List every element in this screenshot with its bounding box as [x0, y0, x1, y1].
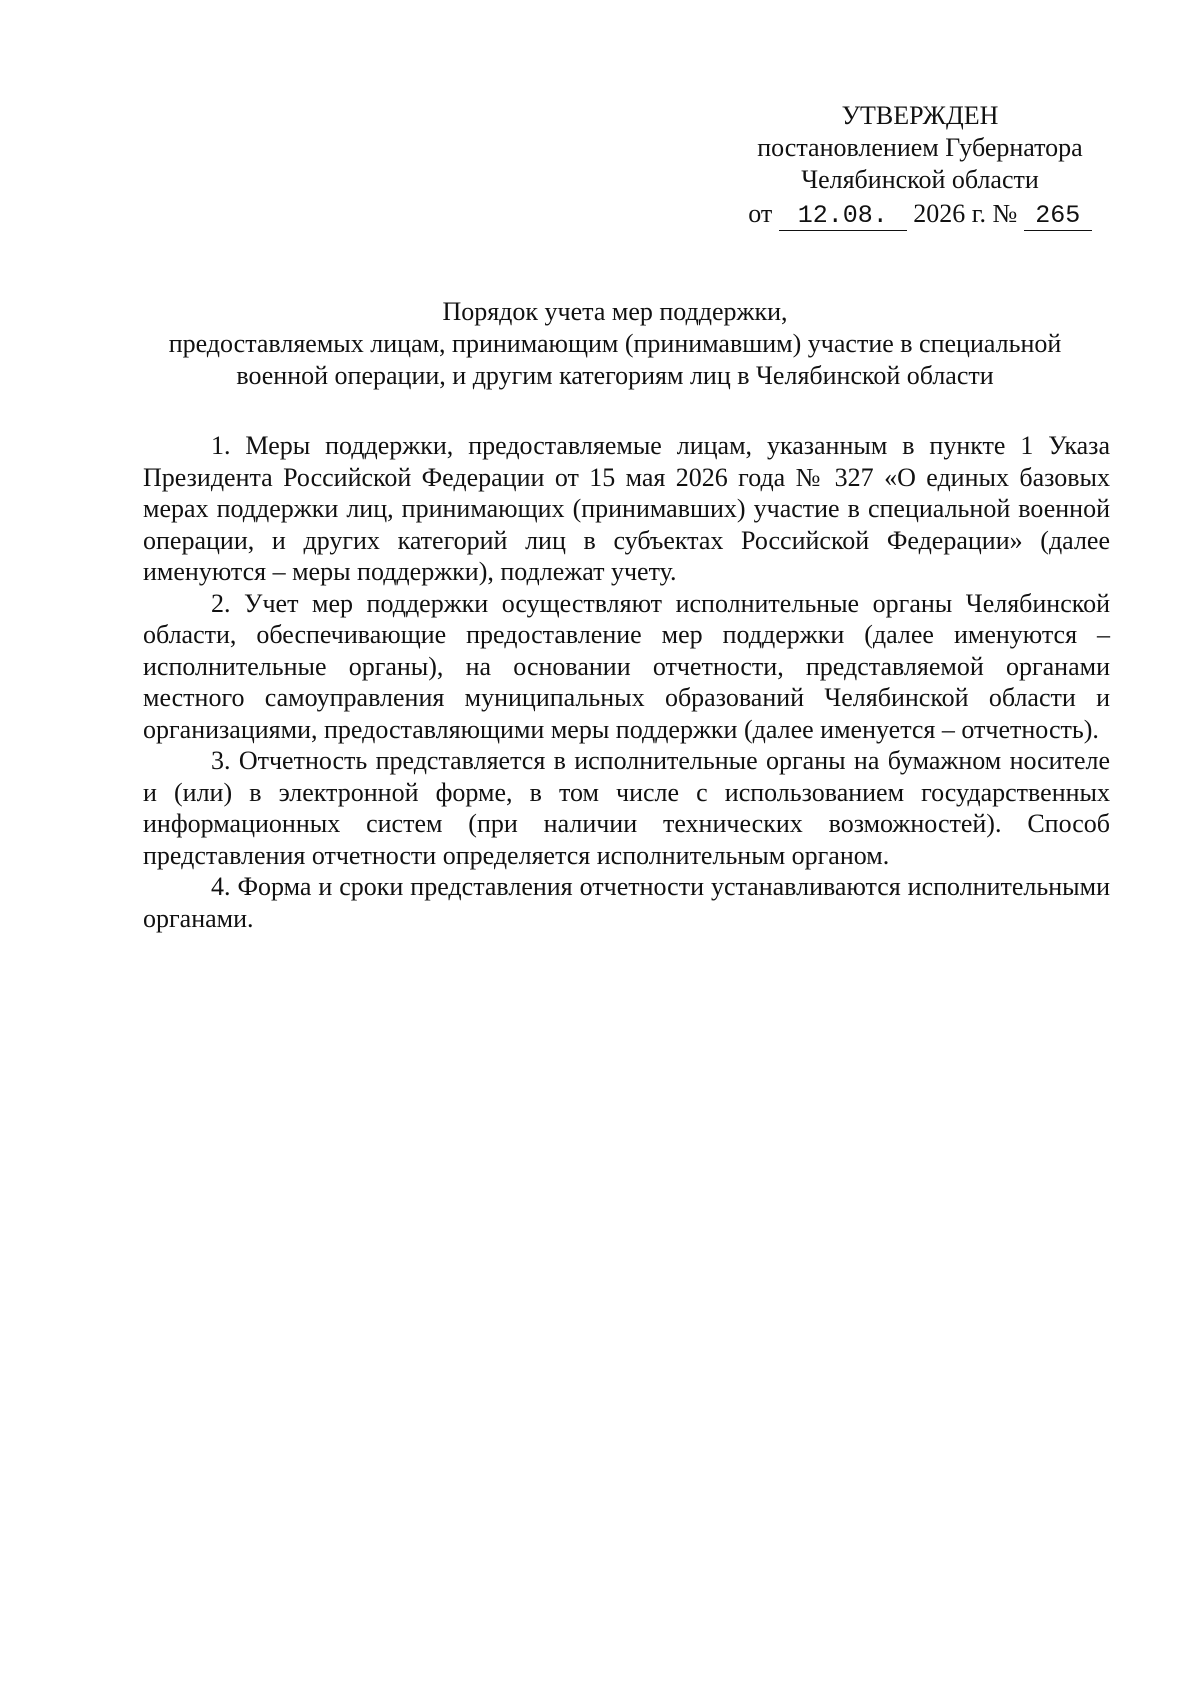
approval-heading: УТВЕРЖДЕН: [841, 101, 999, 130]
title-line-1: Порядок учета мер поддержки,: [442, 297, 788, 326]
approval-date-line: [720, 198, 1120, 231]
document-body: [143, 430, 1110, 934]
paragraph-1: 1. Меры поддержки, предоставляемые лицам, указанным в пункте 1 Указа Президента Российской Федерации от 15 мая 2026 года № 327 «О единых базовых мерах поддержки лиц, принимающих (принимавших) участие в специальной военной операции, и других категорий лиц в субъектах Российской Федерации» (далее именуются – меры поддержки), подлежат учету.: [143, 431, 1110, 586]
date-prefix: от: [748, 199, 773, 228]
number-field: 265: [1024, 202, 1092, 231]
title-line-3: военной операции, и другим категориям лиц в Челябинской области: [236, 361, 994, 390]
paragraph-3: 3. Отчетность представляется в исполнительные органы на бумажном носителе и (или) в электронной форме, в том числе с использованием государственных информационных систем (при наличии технических возможностей). Способ представления отчетности определяется исполнительным органом.: [143, 746, 1110, 870]
approval-block: [720, 100, 1120, 231]
paragraph-4: 4. Форма и сроки представления отчетности устанавливаются исполнительными органами.: [143, 872, 1110, 933]
approval-issuer: постановлением Губернатора: [757, 133, 1083, 162]
title-line-2: предоставляемых лицам, принимающим (принимавшим) участие в специальной: [168, 329, 1062, 358]
date-field: 12.08.: [779, 202, 907, 231]
document-title: [120, 296, 1110, 392]
approval-region: Челябинской области: [801, 165, 1039, 194]
paragraph-2: 2. Учет мер поддержки осуществляют исполнительные органы Челябинской области, обеспечивающие предоставление мер поддержки (далее именуются – исполнительные органы), на основании отчетности, представляемой органами местного самоуправления муниципальных образований Челябинской области и организациями, предоставляющими меры поддержки (далее именуется – отчетность).: [143, 588, 1110, 744]
year-text: 2026 г. №: [913, 199, 1018, 228]
